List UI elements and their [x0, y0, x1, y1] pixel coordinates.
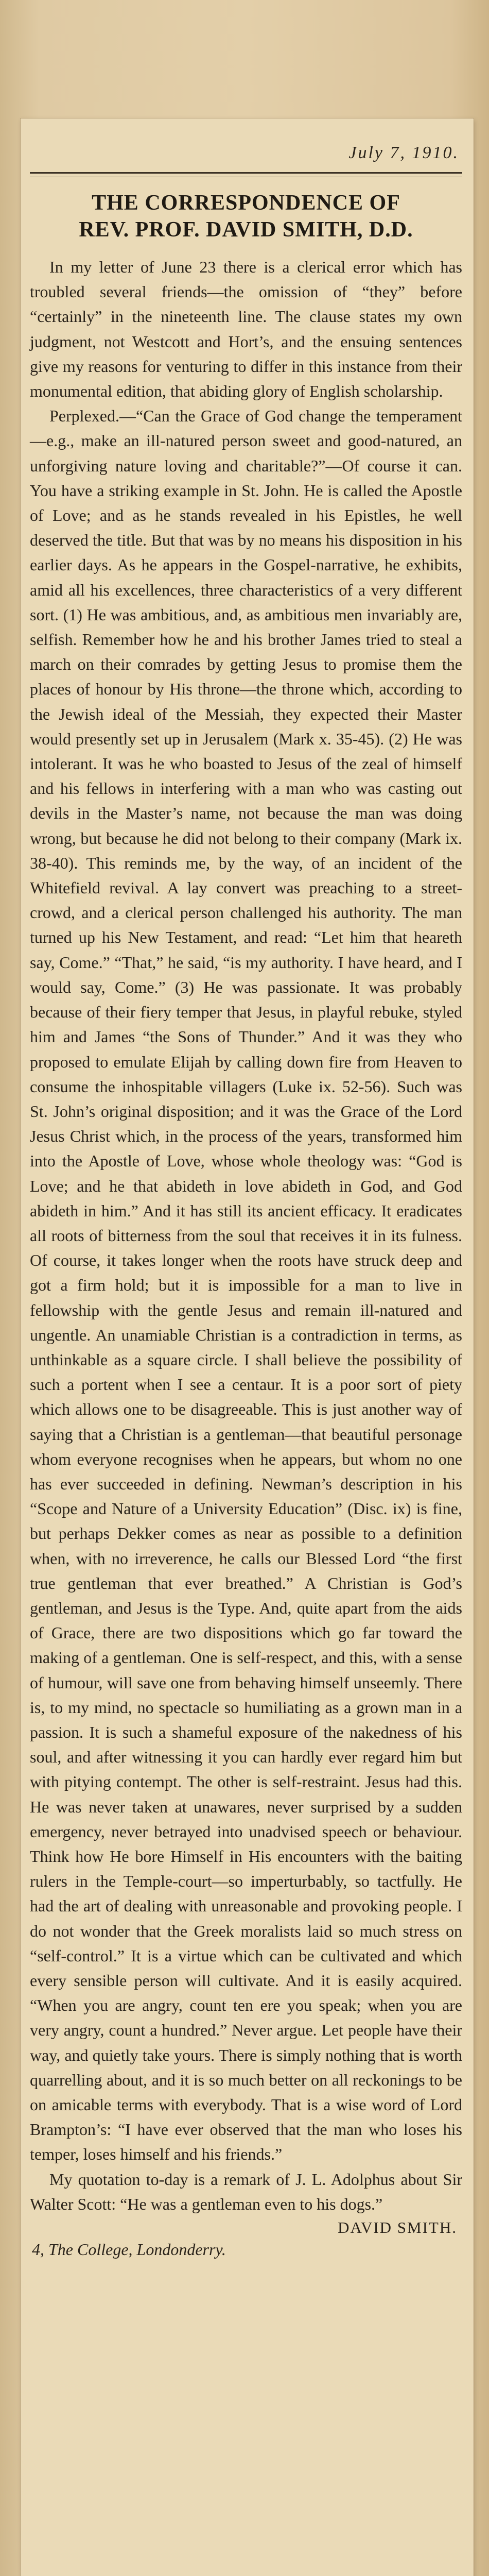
- publication-date: July 7, 1910.: [348, 143, 459, 162]
- sender-address: 4, The College, Londonderry.: [32, 2240, 226, 2259]
- signature: DAVID SMITH.: [338, 2218, 457, 2237]
- clipping-content: [30, 123, 462, 2259]
- article-title: [30, 190, 462, 243]
- title-line-1: THE CORRESPONDENCE OF: [92, 191, 400, 215]
- paragraph-quotation: My quotation to-day is a remark of J. L. Adolphus about Sir Walter Scott: “He was a gentleman even to his dogs.”: [30, 2170, 462, 2213]
- paragraph-perplexed: Perplexed.—“Can the Grace of God change the temperament—e.g., make an ill-natured person sweet and good-natured, an unforgiving nature loving and charitable?”—Of course it can. You have a striking example in St. John. He is called the Apostle of Love; and as he stands revealed in his Epistles, he well deserved the title. But that was by no means his disposition in his earlier days. As he appears in the Gospel-narrative, he exhibits, amid all his excellences, three characteristics of a very different sort. (1) He was ambitious, and, as ambitious men invariably are, selfish. Remember how he and his brother James tried to steal a march on their comrades by getting Jesus to promise them the places of honour by His throne—the throne which, according to the Jewish ideal of the Messiah, they expected their Master would presently set up in Jerusalem (Mark x. 35-45). (2) He was intolerant. It was he who boasted to Jesus of the zeal of himself and his fellows in interfering with a man who was casting out devils in the Master’s name, not because the man was doing wrong, but because he did not belong to their company (Mark ix. 38-40). This reminds me, by the way, of an incident of the Whitefield revival. A lay convert was preaching to a street-crowd, and a clerical person challenged his authority. The man turned up his New Testament, and read: “Let him that heareth say, Come.” “That,” he said, “is my authority. I have heard, and I would say, Come.” (3) He was passionate. It was probably because of their fiery temper that Jesus, in playful rebuke, styled him and James “the Sons of Thunder.” And it was they who proposed to emulate Elijah by calling down fire from Heaven to consume the inhospitable villagers (Luke ix. 52-56). Such was St. John’s original disposition; and it was the Grace of the Lord Jesus Christ which, in the process of the years, transformed him into the Apostle of Love, whose whole theology was: “God is Love; and he that abideth in love abideth in God, and God abideth in him.” And it has still its ancient efficacy. It eradicates all roots of bitterness from the soul that receives it in its fulness. Of course, it takes longer when the roots have struck deep and got a firm hold; but it is impossible for a man to live in fellowship with the gentle Jesus and remain ill-natured and ungentle. An unamiable Christian is a contradiction in terms, as unthinkable as a square circle. I shall believe the possibility of such a portent when I see a centaur. It is a poor sort of piety which allows one to be disagreeable. This is just another way of saying that a Christian is a gentleman—that beautiful personage whom everyone recognises when he appears, but whom no one has ever succeeded in defining. Newman’s description in his “Scope and Nature of a University Education” (Disc. ix) is fine, but perhaps Dekker comes as near as possible to a definition when, with no irreverence, he calls our Blessed Lord “the first true gentleman that ever breathed.” A Christian is God’s gentleman, and Jesus is the Type. And, quite apart from the aids of Grace, there are two dispositions which go far toward the making of a gentleman. One is self-respect, and this, with a sense of humour, will save one from behaving himself unseemly. There is, to my mind, no spectacle so humiliating as a grown man in a passion. It is such a shameful exposure of the nakedness of his soul, and after witnessing it you can hardly ever regard him but with pitying contempt. The other is self-restraint. Jesus had this. He was never taken at unawares, never surprised by a sudden emergency, never betrayed into unadvised speech or behaviour. Think how He bore Himself in His encounters with the baiting rulers in the Temple-court—so imperturbably, so tactfully. He had the art of dealing with unreasonable and provoking people. I do not wonder that the Greek moralists laid so much stress on “self-control.” It is a virtue which can be cultivated and which every sensible person will cultivate. And it is easily acquired. “When you are angry, count ten ere you speak; when you are very angry, count a hundred.” Never argue. Let people have their way, and quietly take yours. There is simply nothing that is worth quarrelling about, and it is so much better on all reckonings to be on amicable terms with everybody. That is a wise word of Lord Brampton’s: “I have ever observed that the man who loses his temper, loses himself and his friends.”: [30, 406, 462, 2164]
- article-body: [30, 255, 462, 2216]
- paragraph-clerical-error: In my letter of June 23 there is a clerical error which has troubled several friends—the omission of “they” before “certainly” in the nineteenth line. The clause states my own judgment, not Westcott and Hort’s, and the ensuing sentences give my reasons for venturing to differ in this instance from their monumental edition, that abiding glory of English scholarship.: [30, 258, 462, 401]
- header-rule: [30, 172, 462, 174]
- title-line-2: REV. PROF. DAVID SMITH, D.D.: [79, 218, 413, 242]
